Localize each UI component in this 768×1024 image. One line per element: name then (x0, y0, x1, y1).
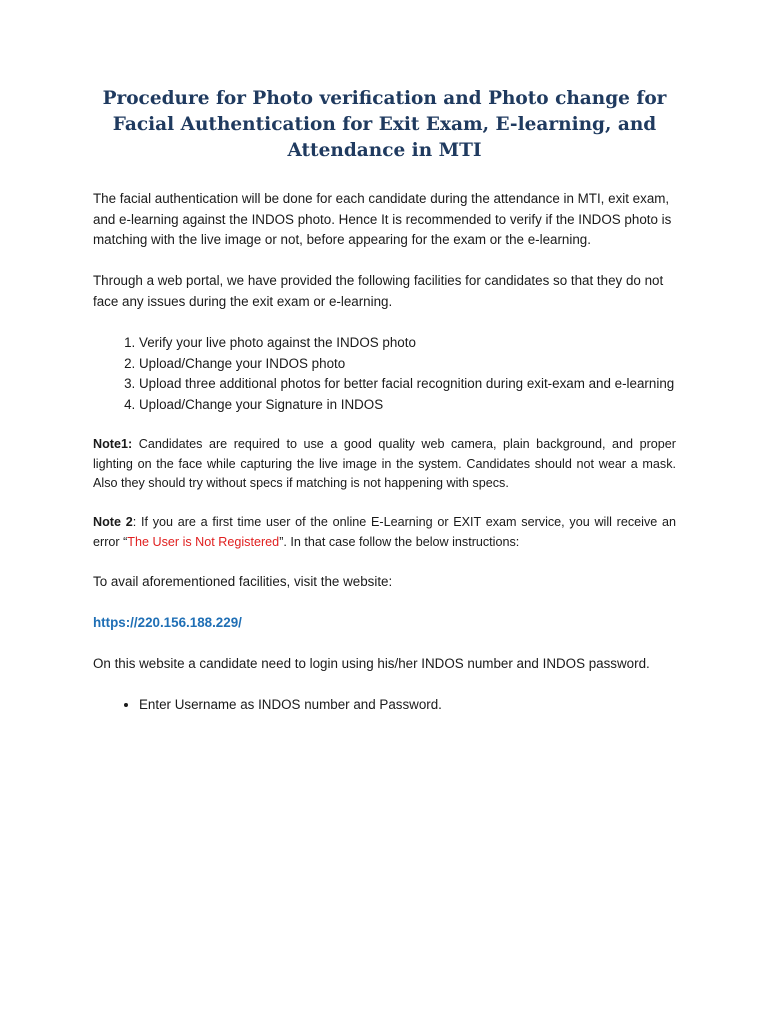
error-message-highlight: The User is Not Registered (127, 534, 280, 549)
facilities-intro-paragraph: Through a web portal, we have provided the following facilities for candidates so that they do not face any issues during the exit exam or e-learning. (93, 273, 664, 309)
note-2-label: Note 2 (93, 515, 133, 530)
list-item: 4. Upload/Change your Signature in INDOS (139, 395, 676, 416)
note-1 (93, 435, 676, 493)
visit-website-paragraph: To avail aforementioned facilities, visit the website: (93, 573, 393, 589)
list-item: 3. Upload three additional photos for better facial recognition during exit-exam and e-learning (139, 374, 676, 395)
note-2 (93, 513, 676, 552)
note-1-text: Candidates are required to use a good quality web camera, plain background, and proper lighting on the face while capturing the live image in the system. Candidates should not wear a mask. Also they should try without specs if matching is not happening with specs. (93, 437, 676, 490)
list-item: • Enter Username as INDOS number and Password. (139, 695, 676, 716)
list-item: 1. Verify your live photo against the INDOS photo (139, 333, 676, 354)
note-2-text-before: : If you are a first time user of the online E-Learning or EXIT exam service, you will receive an error “ (93, 515, 677, 549)
login-steps-list (93, 695, 676, 716)
website-link[interactable]: https://220.156.188.229/ (93, 614, 242, 630)
login-instructions-paragraph: On this website a candidate need to login using his/her INDOS number and INDOS password. (93, 656, 650, 672)
note-2-text-after: ”. In that case follow the below instructions: (279, 534, 520, 549)
facilities-list (93, 333, 676, 415)
document-title: Procedure for Photo verification and Photo change for Facial Authentication for Exit Exam, E-learning, and Attendance in MTI (102, 88, 667, 161)
note-1-label: Note1: (93, 437, 133, 452)
intro-paragraph: The facial authentication will be done for each candidate during the attendance in MTI, exit exam, and e-learning against the INDOS photo. Hence It is recommended to verify if the INDOS photo is matching with the live image or not, before appearing for the exam or the e-learning. (93, 191, 672, 248)
list-item: 2. Upload/Change your INDOS photo (139, 354, 676, 375)
website-link-line (93, 613, 676, 634)
